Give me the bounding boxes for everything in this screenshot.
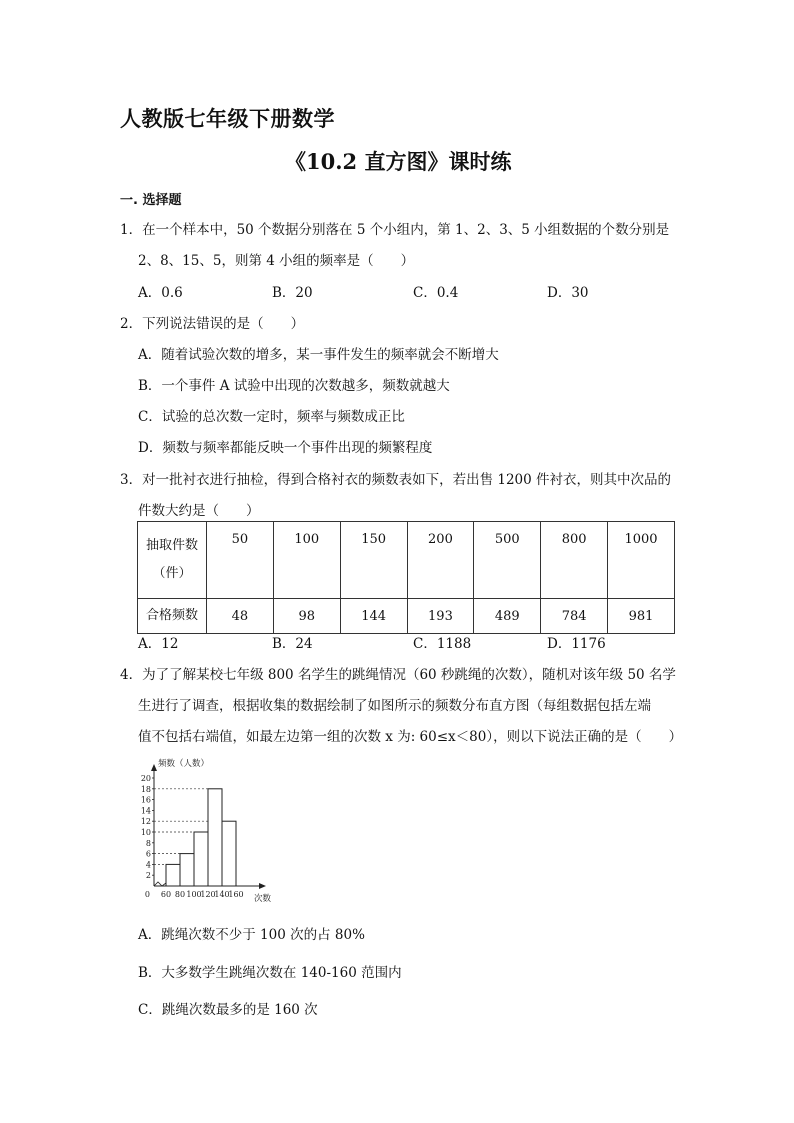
- histogram-bar: [166, 864, 180, 886]
- table-head-sample-a: 抽取件数: [145, 538, 198, 553]
- x-tick-label: 160: [228, 890, 244, 899]
- y-tick-label: 20: [140, 774, 151, 783]
- y-tick-label: 12: [140, 817, 151, 827]
- y-tick-label: 4: [145, 860, 151, 870]
- q1-stem-line2: 2、8、15、5，则第 4 小组的频率是（ ）: [138, 253, 415, 269]
- y-tick-label: 8: [145, 838, 151, 848]
- q4-stem-line1: 4．为了了解某校七年级 800 名学生的跳绳情况（60 秒跳绳的次数），随机对该年级 50 名学: [120, 667, 676, 683]
- q1-option-c[interactable]: C．0.4: [413, 285, 459, 301]
- section-heading: 一. 选择题: [120, 193, 182, 208]
- q4-option-c[interactable]: C．跳绳次数最多的是 160 次: [138, 1002, 318, 1018]
- table-cell: 981: [608, 599, 675, 634]
- q3-option-a[interactable]: A．12: [138, 636, 179, 652]
- histogram-bar: [208, 789, 222, 886]
- table-cell: 500: [474, 522, 541, 599]
- x-tick-label: 120: [200, 890, 216, 899]
- y-tick-label: 2: [145, 871, 151, 881]
- q4-stem-line2: 生进行了调查，根据收集的数据绘制了如图所示的频数分布直方图（每组数据包括左端: [138, 698, 651, 714]
- q1-stem-line1: 1．在一个样本中，50 个数据分别落在 5 个小组内，第 1、2、3、5 小组数据的个数分别是: [120, 222, 670, 238]
- histogram-bar: [222, 821, 236, 886]
- q3-option-c[interactable]: C．1188: [413, 636, 472, 652]
- q2-stem: 2．下列说法错误的是（ ）: [120, 316, 305, 332]
- table-cell: 200: [407, 522, 474, 599]
- q4-option-a[interactable]: A．跳绳次数不少于 100 次的占 80%: [138, 927, 365, 943]
- page-title: 人教版七年级下册数学: [120, 106, 335, 131]
- frequency-table: [137, 521, 675, 634]
- axis-break: [154, 882, 166, 886]
- table-cell: 800: [541, 522, 608, 599]
- q2-option-c[interactable]: C．试验的总次数一定时，频率与频数成正比: [138, 409, 405, 425]
- histogram-chart: [140, 756, 290, 906]
- table-cell: 1000: [608, 522, 675, 599]
- q2-option-a[interactable]: A．随着试验次数的增多，某一事件发生的频率就会不断增大: [138, 347, 499, 363]
- q1-option-a[interactable]: A．0.6: [138, 285, 183, 301]
- y-tick-label: 14: [140, 806, 151, 816]
- histogram-bar: [180, 854, 194, 886]
- y-tick-label: 10: [140, 828, 151, 837]
- x-tick-label: 140: [214, 890, 230, 899]
- histogram-bar: [194, 832, 208, 886]
- q1-option-b[interactable]: B．20: [272, 285, 313, 301]
- table-cell: 100: [273, 522, 340, 599]
- q3-stem-line1: 3．对一批衬衣进行抽检，得到合格衬衣的频数表如下，若出售 1200 件衬衣，则其中次品的: [120, 472, 672, 488]
- x-axis-label: 次数: [254, 894, 272, 904]
- q1-option-d[interactable]: D．30: [547, 285, 589, 301]
- x-tick-label: 80: [174, 890, 186, 899]
- table-cell: 193: [407, 599, 474, 634]
- table-head-sample: [138, 522, 207, 599]
- q3-option-b[interactable]: B．24: [272, 636, 313, 652]
- table-cell: 150: [340, 522, 407, 599]
- x-tick-label: 60: [160, 890, 172, 899]
- y-axis-label: 频数（人数）: [158, 759, 210, 769]
- q3-option-d[interactable]: D．1176: [547, 636, 606, 652]
- table-head-qualified: 合格频数: [138, 599, 207, 634]
- x-tick-label: 100: [186, 890, 202, 899]
- q4-option-b[interactable]: B．大多数学生跳绳次数在 140-160 范围内: [138, 965, 402, 981]
- q2-option-d[interactable]: D．频数与频率都能反映一个事件出现的频繁程度: [138, 440, 433, 456]
- x-axis-arrow: [259, 883, 266, 889]
- table-row: [138, 522, 675, 599]
- q4-stem-line3: 值不包括右端值，如最左边第一组的次数 x 为: 60≤x＜80），则以下说法正确的是（ ）: [138, 729, 683, 745]
- table-cell: 50: [207, 522, 274, 599]
- table-cell: 98: [273, 599, 340, 634]
- table-head-sample-b: （件）: [152, 566, 192, 581]
- table-cell: 784: [541, 599, 608, 634]
- table-cell: 144: [340, 599, 407, 634]
- y-tick-label: 18: [140, 784, 151, 794]
- y-tick-label: 6: [145, 849, 151, 859]
- table-cell: 489: [474, 599, 541, 634]
- q3-stem-line2: 件数大约是（ ）: [138, 503, 260, 519]
- x-tick-label: 0: [144, 890, 150, 899]
- y-tick-label: 16: [140, 795, 151, 805]
- table-row: [138, 599, 675, 634]
- table-cell: 48: [207, 599, 274, 634]
- y-axis-arrow: [151, 764, 157, 771]
- lesson-title: 《10.2 直方图》课时练: [285, 149, 512, 174]
- q2-option-b[interactable]: B．一个事件 A 试验中出现的次数越多，频数就越大: [138, 378, 450, 394]
